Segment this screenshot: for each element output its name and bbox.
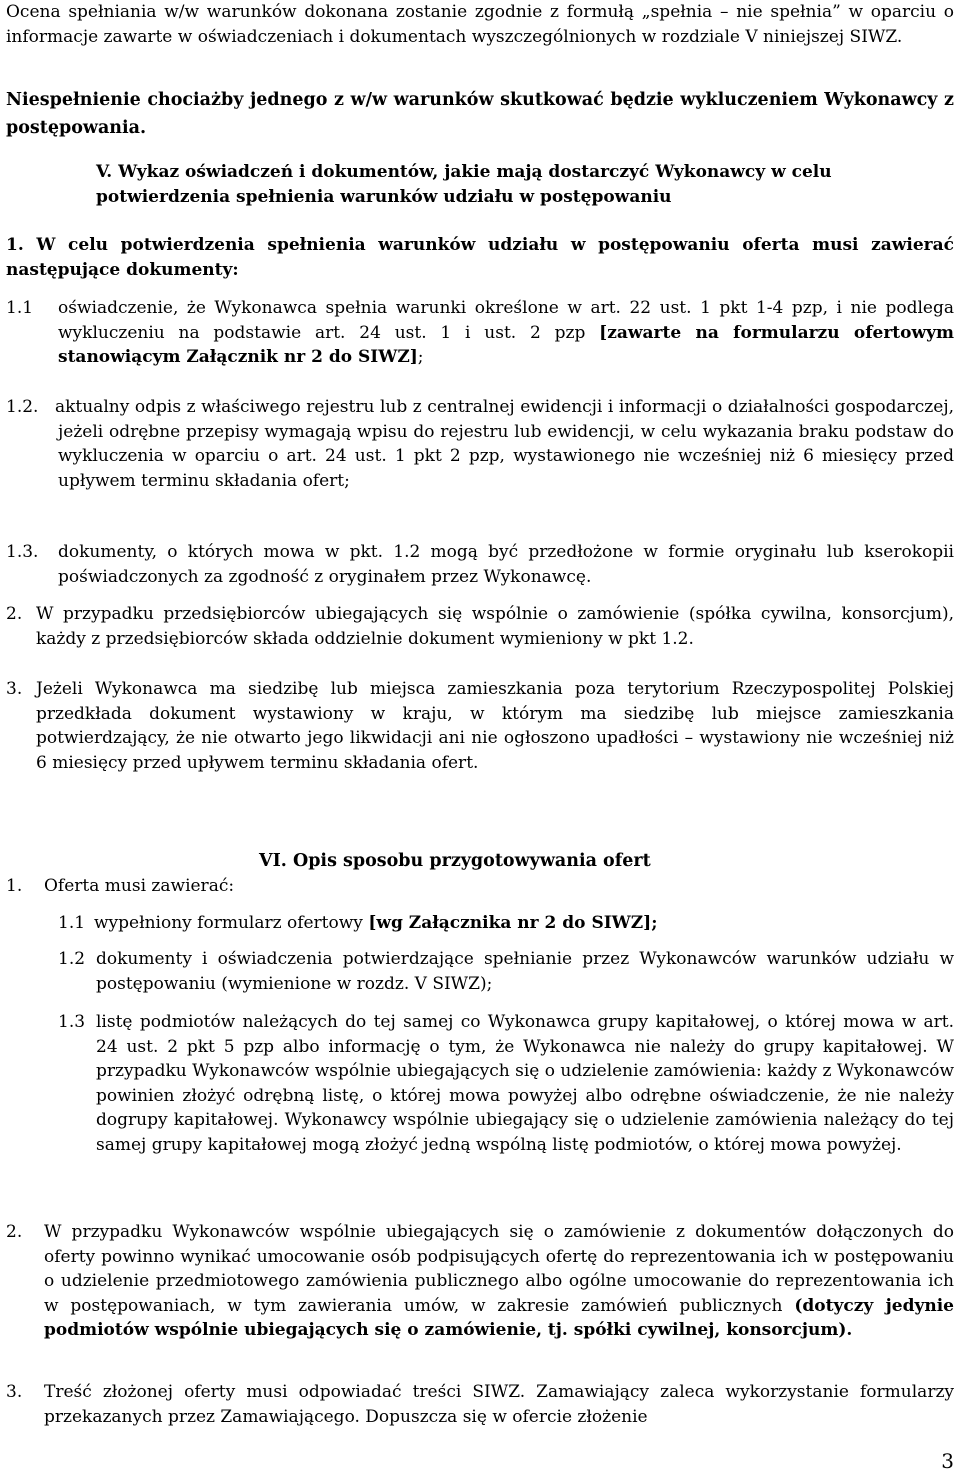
section-v-item-1-1-text: oświadczenie, że Wykonawca spełnia warunki określone w art. 22 ust. 1 pkt 1-4 pzp, i nie podlega wykluczeniu na podstawie art. 24 ust. 1 i ust. 2 pzp: [58, 298, 954, 343]
section-vi-item-1-1: [94, 911, 954, 936]
section-vi-item-1-1-bold: [wg Załącznika nr 2 do SIWZ];: [368, 913, 658, 933]
section-v-item-2: W przypadku przedsiębiorców ubiegających się wspólnie o zamówienie (spółka cywilna, konsorcjum), każdy z przedsiębiorców składa oddzielnie dokument wymieniony w pkt 1.2.: [36, 604, 954, 649]
section-v-item-1-2-number: 1.2.: [6, 397, 39, 417]
section-vi-item-1-3: listę podmiotów należących do tej samej co Wykonawca grupy kapitałowej, o której mowa w art. 24 ust. 2 pkt 5 pzp albo informację o tym, że Wykonawca nie należy do grupy kapitałowej. W przypadku Wykonawców wspólnie ubiegających się o udzielenie zamówienia: każdy z Wykonawców powinien złożyć odrębną listę, o której mowa powyżej albo odrębne oświadczenie, że nie należy dogrupy kapitałowej. Wykonawcy wspólnie ubiegający się o udzielenie zamówienia należący do tej samej grupy kapitałowej mogą złożyć jedną wspólną listę podmiotów, o której mowa powyżej.: [96, 1012, 955, 1155]
intro-paragraph: Ocena spełniania w/w warunków dokonana zostanie zgodnie z formułą „spełnia – nie spełnia” w oparciu o informacje zawarte w oświadczeniach i dokumentach wyszczególnionych w rozdziale V niniejszej SIWZ.: [6, 2, 954, 47]
section-vi-item-2-text: W przypadku Wykonawców wspólnie ubiegających się o zamówienie z dokumentów dołączonych do oferty powinno wynikać umocowanie osób podpisujących ofertę do reprezentowania ich w postępowaniu o udzielenie przedmiotowego zamówienia publicznego albo ogólne umocowanie do reprezentowania ich w postępowaniach, w tym zawierania umów, w zakresie zamówień publicznych: [44, 1222, 954, 1316]
section-v-item-1-3: dokumenty, o których mowa w pkt. 1.2 mogą być przedłożone w formie oryginału lub kserokopii poświadczonych za zgodność z oryginałem przez Wykonawcę.: [58, 542, 954, 587]
section-vi-item-1: Oferta musi zawierać:: [44, 876, 235, 896]
intro-warning: Niespełnienie chociażby jednego z w/w warunków skutkować będzie wykluczeniem Wykonawcy z postępowania.: [6, 90, 954, 138]
section-vi-item-1-1-text: wypełniony formularz ofertowy: [94, 913, 363, 933]
section-v-item-1-3-number: 1.3.: [6, 542, 39, 562]
section-vi-item-2-bold: (dotyczy jedynie podmiotów wspólnie ubiegających się o zamówienie, tj. spółki cywilnej, konsorcjum).: [44, 1295, 954, 1340]
section-v-item-3: Jeżeli Wykonawca ma siedzibę lub miejsca zamieszkania poza terytorium Rzeczypospolitej Polskiej przedkłada dokument wystawiony w kraju, w którym ma siedzibę lub miejsce zamieszkania potwierdzający, że nie otwarto jego likwidacji ani nie ogłoszono upadłości – wystawiony nie wcześniej niż 6 miesięcy przed upływem terminu składania ofert.: [36, 679, 954, 773]
section-vi-item-1-3-number: 1.3: [58, 1012, 86, 1032]
section-v-item-1-1-bold: [zawarte na formularzu ofertowym stanowiącym Załącznik nr 2 do SIWZ]: [58, 322, 954, 367]
section-vi-item-1-2-number: 1.2: [58, 949, 86, 969]
section-vi-item-2-number: 2.: [6, 1222, 23, 1242]
section-vi-item-1-2: dokumenty i oświadczenia potwierdzające spełnianie przez Wykonawców warunków udziału w postępowaniu (wymienione w rozdz. V SIWZ);: [96, 949, 954, 994]
section-v-item-1-1-end: ;: [417, 347, 424, 367]
section-vi-item-1-1-number: 1.1: [58, 913, 86, 933]
section-vi-item-2: [44, 1220, 954, 1343]
section-v-item-2-number: 2.: [6, 604, 23, 624]
section-v-item-1-1: [58, 296, 954, 370]
section-vi-item-3-number: 3.: [6, 1382, 23, 1402]
section-v-heading: [96, 160, 916, 209]
section-v-item-3-number: 3.: [6, 679, 23, 699]
section-vi-item-1-number: 1.: [6, 876, 23, 896]
section-v-title: Wykaz oświadczeń i dokumentów, jakie mają dostarczyć Wykonawcy w celu potwierdzenia spełnienia warunków udziału w postępowaniu: [96, 162, 832, 207]
section-vi-heading: VI. Opis sposobu przygotowywania ofert: [259, 851, 651, 871]
section-v-item-1-1-number: 1.1: [6, 298, 34, 318]
section-v-item-1-2: aktualny odpis z właściwego rejestru lub z centralnej ewidencji i informacji o działalności gospodarczej, jeżeli odrębne przepisy wymagają wpisu do rejestru lub ewidencji, w celu wykazania braku podstaw do wykluczenia w oparciu o art. 24 ust. 1 pkt 2 pzp, wystawionego nie wcześniej niż 6 miesięcy przed upływem terminu składania ofert;: [55, 397, 954, 491]
section-v-number: V.: [96, 162, 113, 182]
page-number: 3: [941, 1448, 954, 1473]
section-vi-item-3: Treść złożonej oferty musi odpowiadać treści SIWZ. Zamawiający zaleca wykorzystanie formularzy przekazanych przez Zamawiającego. Dopuszcza się w ofercie złożenie: [44, 1382, 954, 1427]
section-v-item-1: 1. W celu potwierdzenia spełnienia warunków udziału w postępowaniu oferta musi zawierać następujące dokumenty:: [6, 235, 954, 280]
